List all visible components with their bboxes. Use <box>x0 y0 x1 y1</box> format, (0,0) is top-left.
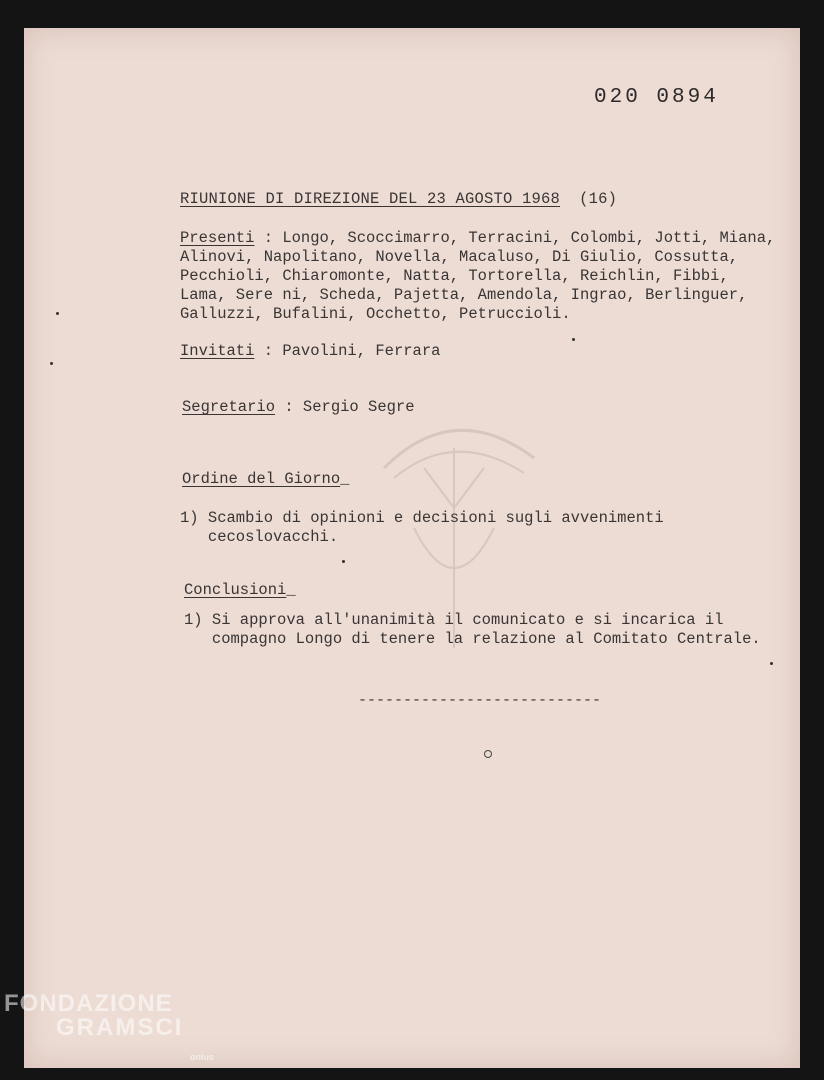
invitati-section <box>180 342 440 361</box>
presenti-line-3: Pecchioli, Chiaromonte, Natta, Tortorella, Reichlin, Fibbi, <box>180 267 729 285</box>
faint-stamp-icon <box>354 408 554 658</box>
segretario-text: : Sergio Segre <box>275 398 415 416</box>
conclusioni-line-2: compagno Longo di tenere la relazione al Comitato Centrale. <box>184 630 761 648</box>
presenti-label: Presenti <box>180 229 255 247</box>
margin-dot <box>50 362 53 365</box>
separator-line: --------------------------- <box>358 692 602 709</box>
ordine-heading: Ordine del Giorno_ <box>182 470 350 488</box>
fondazione-gramsci-watermark <box>4 990 214 1062</box>
title-suffix: (16) <box>579 190 618 208</box>
document-title <box>180 190 617 208</box>
conclusioni-label: Conclusioni <box>184 581 287 599</box>
watermark-line-3: onlus <box>190 1052 214 1062</box>
watermark-line-1: FONDAZIONE <box>4 990 173 1017</box>
ordine-line-1: 1) Scambio di opinioni e decisioni sugli avvenimenti <box>180 509 664 527</box>
margin-dot <box>56 312 59 315</box>
conclusioni-line-1: 1) Si approva all'unanimità il comunicato e si incarica il <box>184 611 724 629</box>
presenti-line-5: Galluzzi, Bufalini, Occhetto, Petruccioli. <box>180 305 571 323</box>
invitati-text: : Pavolini, Ferrara <box>254 342 441 360</box>
document-page <box>24 28 800 1068</box>
ordine-label: Ordine del Giorno <box>182 470 341 488</box>
presenti-line-4: Lama, Sere ni, Scheda, Pajetta, Amendola, Ingrao, Berlinguer, <box>180 286 748 304</box>
ink-dot <box>342 560 345 563</box>
conclusioni-heading: Conclusioni_ <box>184 581 296 599</box>
ink-dot <box>770 662 773 665</box>
presenti-line-1: : Longo, Scoccimarro, Terracini, Colombi, Jotti, Miana, <box>254 229 776 247</box>
watermark-line-2: GRAMSCI <box>56 1014 184 1041</box>
title-text: RIUNIONE DI DIREZIONE DEL 23 AGOSTO 1968 <box>180 190 561 208</box>
ordine-line-2: cecoslovacchi. <box>180 528 339 546</box>
presenti-line-2: Alinovi, Napolitano, Novella, Macaluso, Di Giulio, Cossutta, <box>180 248 739 266</box>
presenti-section <box>180 229 775 324</box>
document-number: 020 0894 <box>594 86 719 109</box>
invitati-label: Invitati <box>180 342 255 360</box>
segretario-label: Segretario <box>182 398 276 416</box>
ink-dot <box>572 338 575 341</box>
small-circle-mark <box>484 750 492 758</box>
